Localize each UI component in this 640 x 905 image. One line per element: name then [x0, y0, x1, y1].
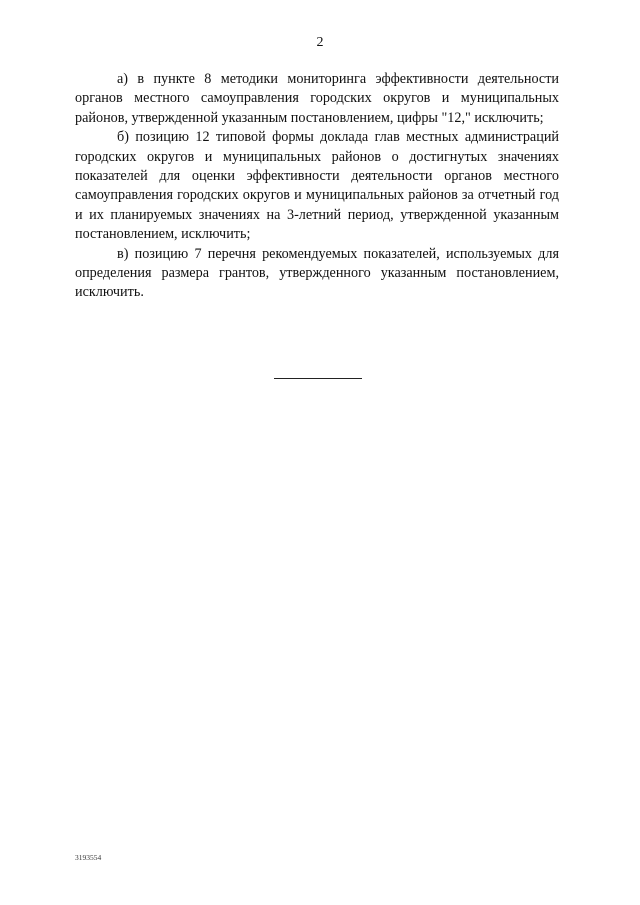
page-number: 2 — [316, 35, 324, 50]
paragraph-b: б) позицию 12 типовой формы доклада глав местных администраций городских округов и муниципальных районов о достигнутых значениях показателей для оценки эффективности деятельности органов местного самоуправления городских округов и муниципальных районов за отчетный год и их планируемых значениях на 3-летний период, утвержденной указанным постановлением, исключить; — [75, 129, 559, 243]
document-body — [75, 70, 559, 303]
end-separator-line — [274, 378, 362, 379]
paragraph-a: а) в пункте 8 методики мониторинга эффективности деятельности органов местного самоуправления городских округов и муниципальных районов, утвержденной указанным постановлением, цифры "12," исключить; — [75, 71, 559, 126]
document-code: 3193554 — [75, 853, 102, 862]
paragraph-c: в) позицию 7 перечня рекомендуемых показателей, используемых для определения размера грантов, утвержденного указанным постановлением, исключить. — [75, 245, 559, 301]
